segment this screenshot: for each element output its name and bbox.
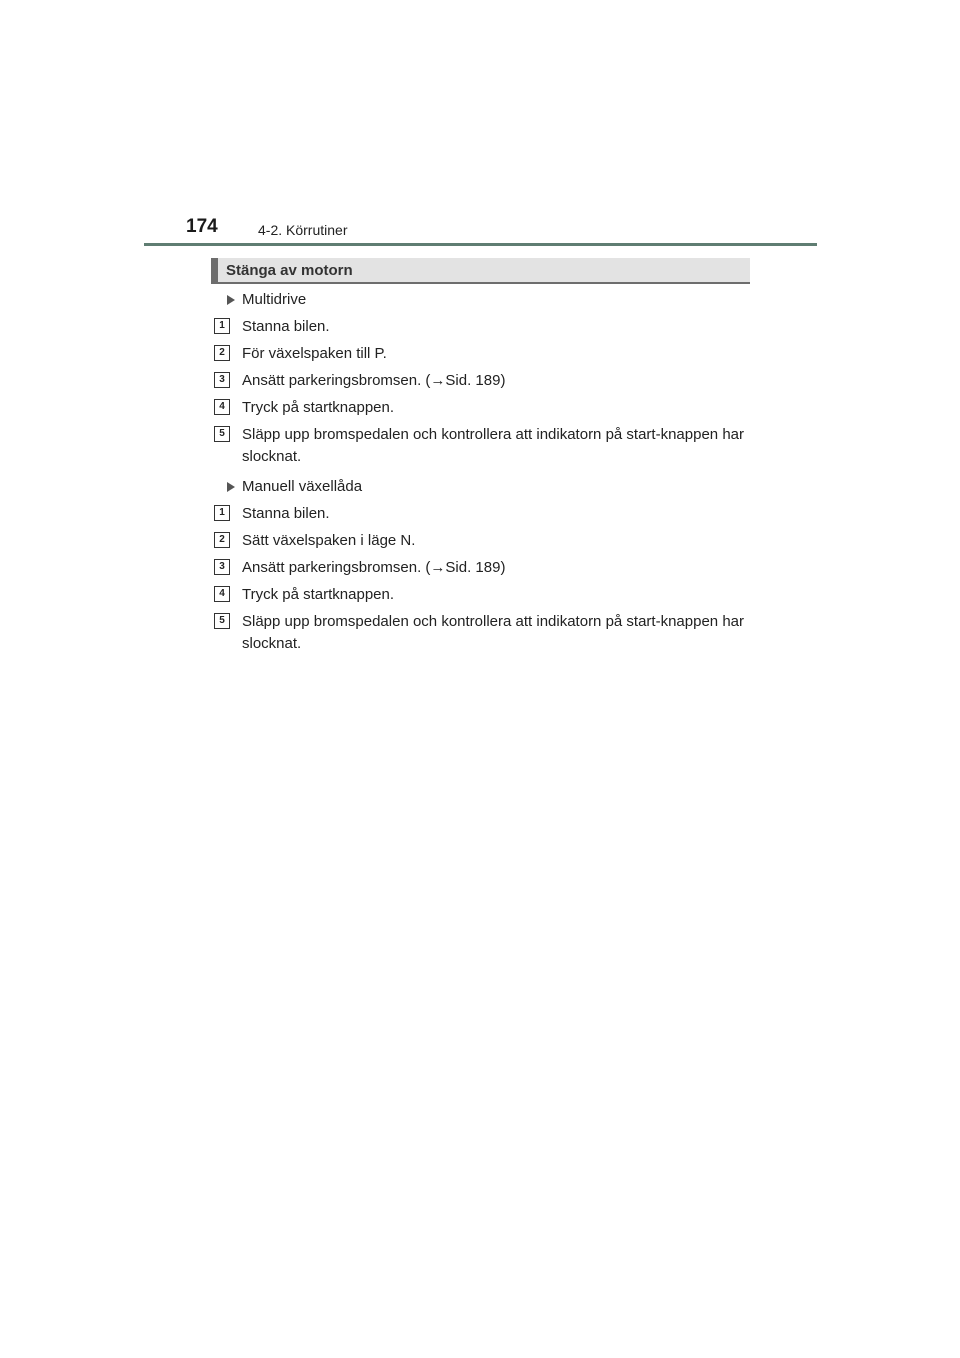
step-number: 1	[214, 505, 230, 521]
step-number: 5	[214, 426, 230, 442]
step-number: 3	[214, 372, 230, 388]
step-number: 1	[214, 318, 230, 334]
triangle-bullet-icon	[227, 295, 235, 305]
step-text: Släpp upp bromspedalen och kontrollera att indikatorn på start-knappen har slocknat.	[242, 426, 744, 465]
instructions	[214, 289, 744, 660]
page-number: 174	[186, 216, 218, 237]
triangle-bullet-icon	[227, 482, 235, 492]
step-text: Tryck på startknappen.	[242, 399, 395, 416]
step-number: 2	[214, 345, 230, 361]
step-item	[214, 611, 744, 655]
subhead-label: Manuell växellåda	[242, 478, 363, 495]
step-item	[214, 370, 744, 392]
step-text: Ansätt parkeringsbromsen. (→Sid. 189)	[242, 559, 506, 576]
step-text: Släpp upp bromspedalen och kontrollera att indikatorn på start-knappen har slocknat.	[242, 613, 744, 652]
step-text: Stanna bilen.	[242, 318, 330, 335]
subhead-multidrive	[214, 289, 744, 316]
step-item	[214, 503, 744, 525]
step-number: 5	[214, 613, 230, 629]
subhead-label: Multidrive	[242, 291, 307, 308]
step-item	[214, 424, 744, 468]
section-heading-label: Stänga av motorn	[226, 261, 353, 279]
step-number: 4	[214, 586, 230, 602]
step-text: Tryck på startknappen.	[242, 586, 395, 603]
step-number: 2	[214, 532, 230, 548]
step-number: 3	[214, 559, 230, 575]
step-item	[214, 584, 744, 606]
step-text: Sätt växelspaken i läge N.	[242, 532, 416, 549]
step-item	[214, 557, 744, 579]
header-rule	[144, 243, 817, 246]
step-item	[214, 343, 744, 365]
section-heading	[211, 258, 750, 284]
step-item	[214, 397, 744, 419]
step-text: Ansätt parkeringsbromsen. (→Sid. 189)	[242, 372, 506, 389]
step-number: 4	[214, 399, 230, 415]
step-text: För växelspaken till P.	[242, 345, 387, 362]
chapter-title: 4-2. Körrutiner	[258, 222, 348, 238]
step-item	[214, 316, 744, 338]
step-text: Stanna bilen.	[242, 505, 330, 522]
step-item	[214, 530, 744, 552]
subhead-manuell-vaxellada	[214, 476, 744, 503]
